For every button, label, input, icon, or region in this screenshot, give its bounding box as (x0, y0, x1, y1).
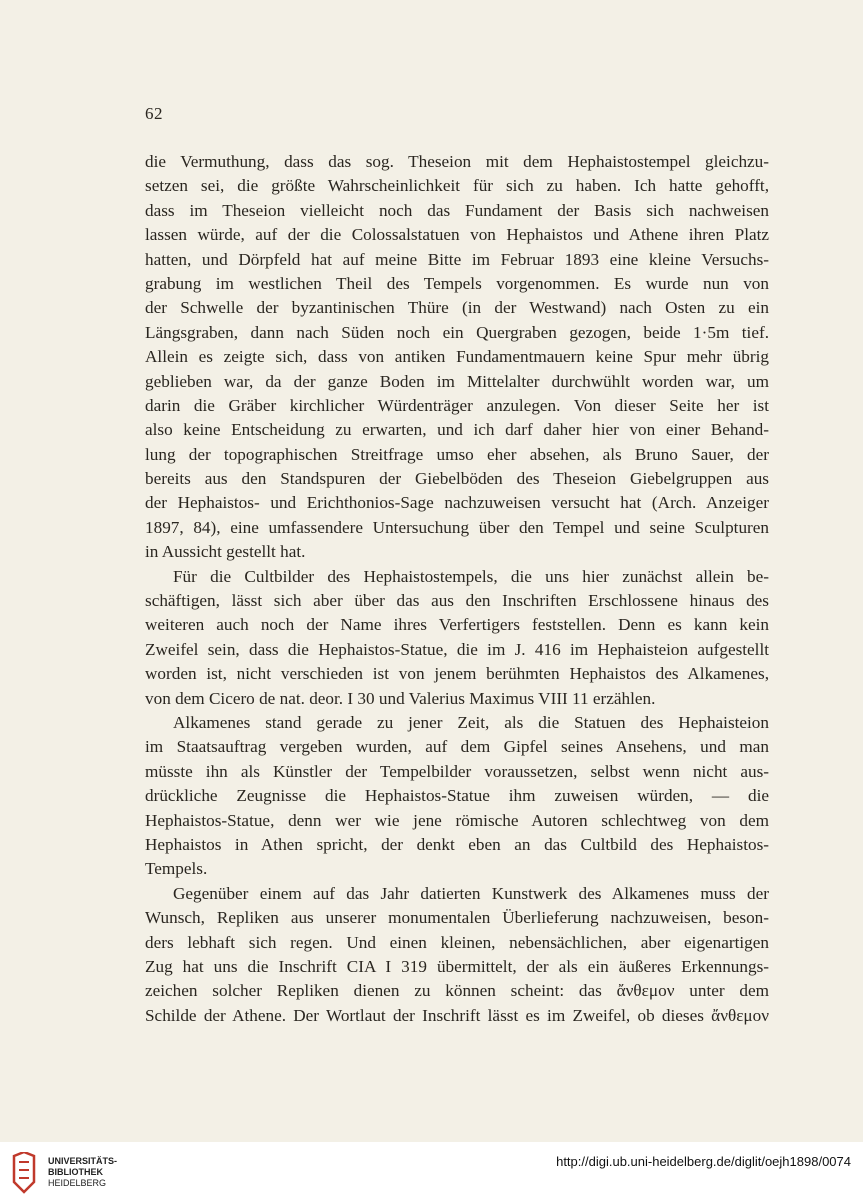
text-line: grabung im westlichen Theil des Tempels vorgenommen. Es wurde nun von (145, 273, 769, 293)
text-line: ders lebhaft sich regen. Und einen kleinen, nebensächlichen, aber eigenartigen (145, 932, 769, 952)
library-name (48, 1156, 117, 1189)
text-line: müsste ihn als Künstler der Tempelbilder voraussetzen, selbst wenn nicht aus- (145, 761, 769, 781)
text-line: geblieben war, da der ganze Boden im Mittelalter durchwühlt worden war, um (145, 371, 769, 391)
text-line: Hephaistos-Statue, denn wer wie jene römische Autoren schlechtweg von dem (145, 810, 769, 830)
text-line: schäftigen, lässt sich aber über das aus den Inschriften Erschlossene hinaus des (145, 591, 769, 611)
text-line: lassen würde, auf der die Colossalstatuen von Hephaistos und Athene ihren Platz (145, 225, 769, 245)
text-line: worden ist, nicht verschieden ist von jenem berühmten Hephaistos des Alkamenes, (145, 664, 769, 684)
text-line: Wunsch, Repliken aus unserer monumentalen Überlieferung nachzuweisen, beson- (145, 908, 769, 928)
text-line: in Aussicht gestellt hat. (145, 542, 306, 562)
text-line: im Staatsauftrag vergeben wurden, auf dem Gipfel seines Ansehens, und man (145, 737, 769, 757)
text-line: Zweifel sein, dass die Hephaistos-Statue, die im J. 416 im Hephaisteion aufgestellt (145, 639, 769, 659)
text-line: setzen sei, die größte Wahrscheinlichkeit für sich zu haben. Ich hatte gehofft, (145, 176, 769, 196)
text-line: von dem Cicero de nat. deor. I 30 und Valerius Maximus VIII 11 erzählen. (145, 688, 656, 708)
text-line: Schilde der Athene. Der Wortlaut der Inschrift lässt es im Zweifel, ob dieses ἄνθεμον (145, 1005, 769, 1025)
text-line: drückliche Zeugnisse die Hephaistos-Statue ihm zuweisen würden, — die (145, 786, 769, 806)
text-line: Alkamenes stand gerade zu jener Zeit, als die Statuen des Hephaisteion (173, 712, 769, 732)
footer-bar (0, 1142, 863, 1204)
text-line: Gegenüber einem auf das Jahr datierten Kunstwerk des Alkamenes muss der (173, 883, 769, 903)
text-line: weiteren auch noch der Name ihres Verfertigers feststellen. Denn es kann kein (145, 615, 769, 635)
text-line: Längsgraben, dann nach Süden noch ein Quergraben gezogen, beide 1·5m tief. (145, 322, 769, 342)
text-line: dass im Theseion vielleicht noch das Fundament der Basis sich nachweisen (145, 200, 769, 220)
body-text (145, 150, 769, 1028)
page-number: 62 (145, 104, 163, 123)
library-name-line-1: UNIVERSITÄTS- (48, 1156, 118, 1166)
text-line: darin die Gräber kirchlicher Würdenträger anzulegen. Von dieser Seite her ist (145, 395, 769, 415)
text-line: der Hephaistos- und Erichthonios-Sage nachzuweisen versucht hat (Arch. Anzeiger (145, 493, 769, 513)
source-url-link[interactable]: http://digi.ub.uni-heidelberg.de/diglit/oejh1898/0074 (556, 1154, 851, 1169)
text-line: also keine Entscheidung zu erwarten, und ich darf daher hier von einer Behand- (145, 420, 769, 440)
library-logo-icon (10, 1152, 38, 1194)
library-name-line-3: HEIDELBERG (48, 1178, 107, 1188)
text-line: Für die Cultbilder des Hephaistostempels, die uns hier zunächst allein be- (173, 566, 769, 586)
text-line: die Vermuthung, dass das sog. Theseion mit dem Hephaistostempel gleichzu- (145, 152, 769, 171)
text-line: lung der topographischen Streitfrage umso eher absehen, als Bruno Sauer, der (145, 444, 769, 464)
text-line: der Schwelle der byzantinischen Thüre (in der Westwand) nach Osten zu ein (145, 298, 769, 318)
text-line: Allein es zeigte sich, dass von antiken Fundamentmauern keine Spur mehr übrig (145, 347, 769, 367)
text-line: bereits aus den Standspuren der Giebelböden des Theseion Giebelgruppen aus (145, 469, 769, 489)
library-name-line-2: BIBLIOTHEK (48, 1167, 103, 1177)
text-line: Tempels. (145, 859, 208, 879)
text-line: hatten, und Dörpfeld hat auf meine Bitte im Februar 1893 eine kleine Versuchs- (145, 249, 769, 269)
text-line: 1897, 84), eine umfassendere Untersuchung über den Tempel und seine Sculpturen (145, 517, 769, 537)
text-line: zeichen solcher Repliken dienen zu können scheint: das ἄνθεμον unter dem (145, 981, 769, 1001)
text-line: Hephaistos in Athen spricht, der denkt eben an das Cultbild des Hephaistos- (145, 834, 769, 854)
text-line: Zug hat uns die Inschrift CIA I 319 übermittelt, der als ein äußeres Erkennungs- (145, 956, 769, 976)
